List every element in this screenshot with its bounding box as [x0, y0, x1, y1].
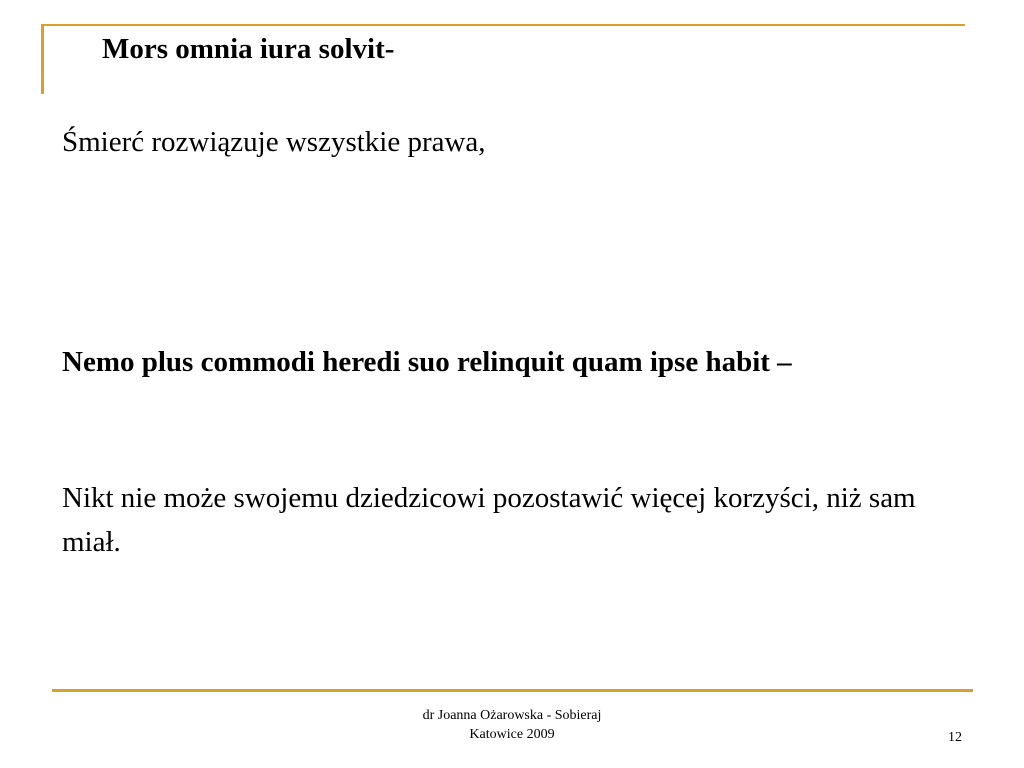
footer-credits — [0, 706, 1024, 744]
footer-place-year: Katowice 2009 — [469, 727, 555, 742]
footer-rule — [52, 689, 973, 692]
footer-author: dr Joanna Ożarowska - Sobieraj — [422, 708, 602, 723]
title-accent-bar — [41, 24, 44, 94]
translation-1: Śmierć rozwiązuje wszystkie prawa, — [62, 126, 486, 158]
page-number: 12 — [948, 730, 962, 745]
top-accent-rule — [41, 24, 965, 26]
slide-title: Mors omnia iura solvit- — [102, 33, 395, 65]
latin-maxim-2: Nemo plus commodi heredi suo relinquit quam ipse habit – — [62, 346, 792, 378]
translation-2: Nikt nie może swojemu dziedzicowi pozostawić więcej korzyści, niż sam miał. — [62, 482, 916, 558]
